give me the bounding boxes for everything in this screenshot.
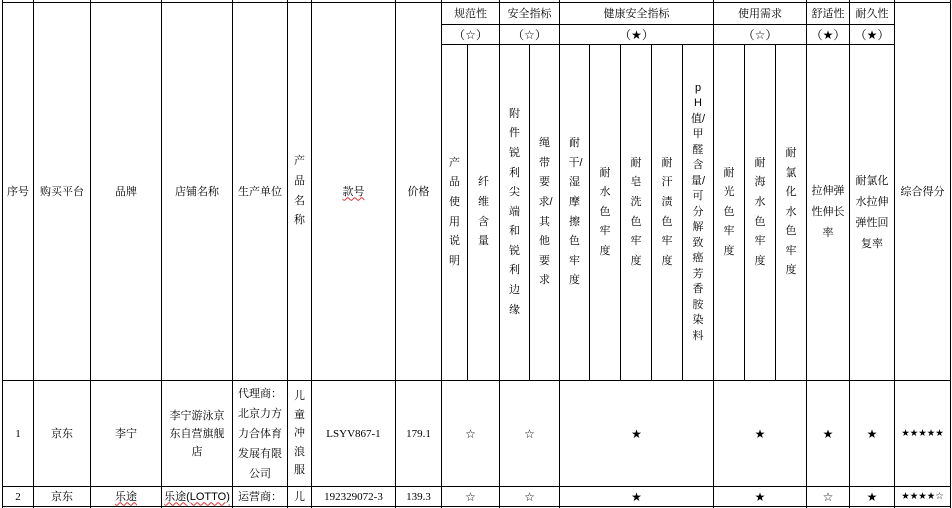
subheader-sharp: 附件锐利尖端和锐利边缘 <box>509 107 520 316</box>
header-model: 款号 <box>342 185 365 198</box>
subheader-sweat: 耐汗渍色牢度 <box>661 156 673 267</box>
row2-model: 192329072-3 <box>324 490 383 503</box>
row2-health: ★ <box>631 489 642 504</box>
group-health-title: 健康安全指标 <box>603 7 670 20</box>
group-safety-title: 安全指标 <box>507 7 552 20</box>
row1-norm: ☆ <box>465 426 476 441</box>
group-durability-title: 耐久性 <box>855 7 889 20</box>
row1-model: LSYV867-1 <box>326 427 381 440</box>
row1-score: ★★★★★ <box>901 427 944 439</box>
grid-line <box>2 506 951 507</box>
subheader-water: 耐水色牢度 <box>599 166 611 257</box>
group-usage-title: 使用需求 <box>738 7 782 20</box>
group-usage-rating: （☆） <box>742 27 778 42</box>
row1-comfort: ★ <box>822 426 834 441</box>
group-safety-rating: （☆） <box>512 27 547 42</box>
group-norm-rating: （☆） <box>453 27 488 42</box>
subheader-recovery: 耐氯化水拉伸弹性回复率 <box>855 174 889 250</box>
row2-durability: ★ <box>866 489 878 504</box>
subheader-light: 耐光色牢度 <box>723 166 735 257</box>
row1-durability: ★ <box>866 426 878 441</box>
header-brand: 品牌 <box>115 185 137 198</box>
row1-brand: 李宁 <box>115 427 137 440</box>
group-durability-rating: （★） <box>854 27 890 42</box>
row1-store: 李宁游泳京东自营旗舰店 <box>169 409 225 458</box>
row1-product-name: 儿童冲浪服 <box>294 390 305 477</box>
subheader-chlorine: 耐氯化水色牢度 <box>785 146 797 277</box>
subheader-ph: pH值/甲醛含量/可分解致癌芳香胺染料 <box>691 81 706 342</box>
subheader-manual: 产品使用说明 <box>449 156 460 267</box>
row1-health: ★ <box>631 426 642 441</box>
row2-product-name: 儿 <box>294 490 305 503</box>
header-maker: 生产单位 <box>238 185 282 198</box>
header-score: 综合得分 <box>900 185 945 198</box>
row1-maker: 代理商：北京力方力合体育发展有限公司 <box>238 387 282 480</box>
header-platform: 购买平台 <box>40 185 84 198</box>
row1-price: 179.1 <box>406 427 431 440</box>
row2-comfort: ☆ <box>822 489 834 504</box>
row2-safety: ☆ <box>524 489 535 504</box>
row2-store: 乐途(LOTTO) <box>164 490 230 503</box>
header-product-name: 产品名称 <box>294 155 305 227</box>
subheader-seawater: 耐海水色牢度 <box>754 156 766 267</box>
row2-usage: ★ <box>754 489 766 504</box>
row2-platform: 京东 <box>51 490 73 503</box>
row1-usage: ★ <box>754 426 766 441</box>
group-comfort-title: 舒适性 <box>811 7 845 20</box>
grid-line <box>950 0 951 508</box>
group-norm-title: 规范性 <box>454 7 487 20</box>
row2-brand: 乐途 <box>115 490 137 503</box>
row2-seq: 2 <box>15 490 21 503</box>
group-health-rating: （★） <box>619 27 654 42</box>
subheader-fiber: 纤维含量 <box>478 176 489 248</box>
row2-maker: 运营商： <box>238 490 282 503</box>
group-comfort-rating: （★） <box>810 27 846 42</box>
row1-platform: 京东 <box>51 427 73 440</box>
row2-score: ★★★★☆ <box>901 490 944 502</box>
header-store: 店铺名称 <box>175 185 219 198</box>
header-price: 价格 <box>407 185 430 198</box>
subheader-stretch: 拉伸弹性伸长率 <box>811 185 845 239</box>
subheader-cord: 绳带要求/其他要求 <box>538 137 553 287</box>
row2-norm: ☆ <box>465 489 476 504</box>
row1-safety: ☆ <box>524 426 535 441</box>
header-seq: 序号 <box>7 185 29 198</box>
subheader-soap: 耐皂洗色牢度 <box>630 156 642 267</box>
subheader-rub: 耐干/湿摩擦色牢度 <box>568 137 583 287</box>
row2-price: 139.3 <box>406 490 431 503</box>
row1-seq: 1 <box>15 427 21 440</box>
